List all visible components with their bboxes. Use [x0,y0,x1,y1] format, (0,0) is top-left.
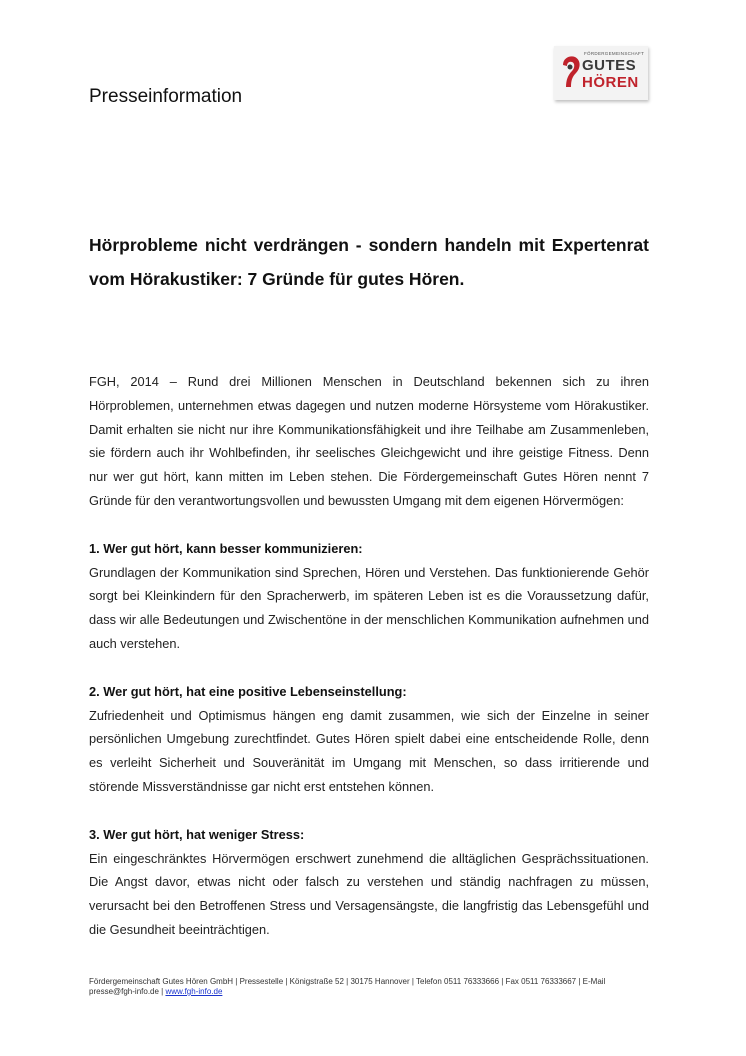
section-heading: 2. Wer gut hört, hat eine positive Lebenseinstellung: [89,683,407,699]
intro-paragraph: FGH, 2014 – Rund drei Millionen Menschen in Deutschland bekennen sich zu ihren Hörproblemen, unternehmen etwas dagegen und nutzen moderne Hörsysteme vom Hörakustiker. Damit erhalten sie nicht nur ihre Kommunikationsfähigkeit und ihre Teilhabe am Zusammenleben, sie fördern auch ihr Wohlbefinden, ihr seelisches Gleichgewicht und ihre geistige Fitness. Denn nur wer gut hört, kann mitten im Leben stehen. Die Fördergemeinschaft Gutes Hören nennt 7 Gründe für den verantwortungsvollen und bewussten Umgang mit dem eigenen Hörvermögen: [89,374,649,508]
logo [554,46,648,100]
article-body [89,370,649,966]
section [89,680,649,799]
section-text: Grundlagen der Kommunikation sind Sprechen, Hören und Verstehen. Das funktionierende Gehör sorgt bei Kleinkindern für den Spracherwerb, im späteren Leben ist es die Voraussetzung dafür, dass wir alle Bedeutungen und Zwischentöne in der menschlichen Kommunikation aufnehmen und auch verstehen. [89,564,649,651]
section-heading: 3. Wer gut hört, hat weniger Stress: [89,826,305,842]
section-heading: 1. Wer gut hört, kann besser kommunizieren: [89,540,363,556]
logo-small-text: FÖRDERGEMEINSCHAFT [584,51,645,56]
section [89,823,649,942]
headline: Hörprobleme nicht verdrängen - sondern handeln mit Expertenrat vom Hörakustiker: 7 Gründe für gutes Hören. [89,235,649,289]
logo-line-1: GUTES [582,57,637,74]
ear-logo-icon [560,55,582,93]
logo-line-2: HÖREN [582,74,639,91]
footer-contact-text: Fördergemeinschaft Gutes Hören GmbH | Pressestelle | Königstraße 52 | 30175 Hannover | Telefon 0511 76333666 | Fax 0511 76333667 | E-Mail presse@fgh-info.de | [89,977,606,996]
page-title: Presseinformation [89,86,243,107]
footer-website-link[interactable]: www.fgh-info.de [165,987,223,996]
section-text: Ein eingeschränktes Hörvermögen erschwert zunehmend die alltäglichen Gesprächssituationen. Die Angst davor, etwas nicht oder falsch zu verstehen und ständig nachfragen zu müssen, verursacht bei den Betroffenen Stress und Versagensängste, die langfristig das Lebensgefühl und die Gesundheit beeinträchtigen. [89,850,649,937]
section-text: Zufriedenheit und Optimismus hängen eng damit zusammen, wie sich der Einzelne in seiner persönlichen Umgebung zurechtfindet. Gutes Hören spielt dabei eine entscheidende Rolle, denn es verleiht Sicherheit und Souveränität im Umgang mit Menschen, so dass irritierende und störende Missverständnisse gar nicht erst entstehen können. [89,707,649,794]
section [89,537,649,656]
footer [89,977,649,997]
